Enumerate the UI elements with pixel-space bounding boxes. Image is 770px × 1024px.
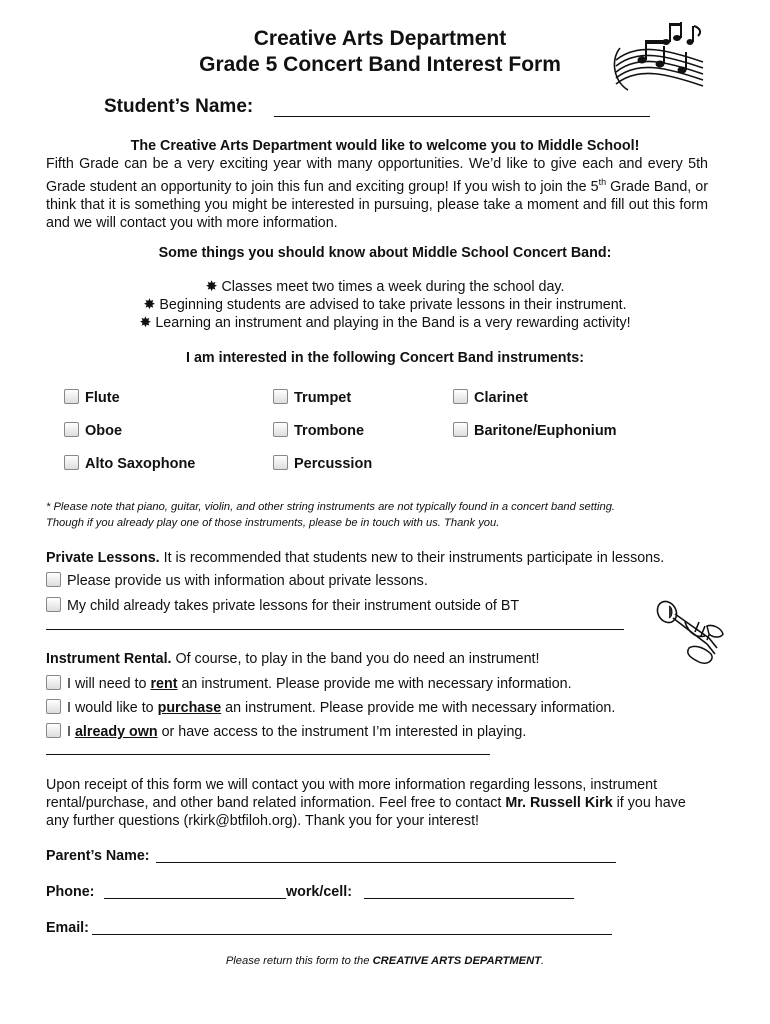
instrument-label: Oboe	[85, 423, 123, 439]
music-notes-icon	[608, 20, 708, 92]
footer-emphasis: CREATIVE ARTS DEPARTMENT	[372, 955, 542, 967]
know-bullet-1	[30, 278, 740, 296]
checkbox[interactable]	[273, 422, 288, 437]
rental-write-line[interactable]	[46, 754, 490, 755]
lessons-option-info[interactable]	[46, 572, 428, 590]
rental-option-purchase[interactable]	[46, 699, 615, 717]
instrument-option-trumpet[interactable]	[273, 390, 351, 406]
student-name-field[interactable]	[274, 116, 650, 117]
title-line-1: Creative Arts Department	[253, 27, 507, 50]
option-label: Please provide us with information about private lessons.	[67, 573, 428, 589]
checkbox[interactable]	[64, 455, 79, 470]
work-cell-field[interactable]	[364, 898, 574, 899]
bullet-star-icon: ✸	[205, 279, 218, 295]
closing-paragraph	[46, 776, 712, 830]
intro-heading: The Creative Arts Department would like to welcome you to Middle School!	[130, 138, 640, 154]
rental-intro	[46, 650, 726, 668]
student-name-row	[104, 96, 664, 118]
lessons-write-line[interactable]	[46, 629, 624, 630]
lessons-option-already[interactable]	[46, 597, 519, 615]
checkbox[interactable]	[453, 389, 468, 404]
instrument-label: Trombone	[294, 423, 365, 439]
lessons-text: It is recommended that students new to their instruments participate in lessons.	[159, 550, 665, 566]
instrument-option-trombone[interactable]	[273, 423, 364, 439]
closing-text-a: Upon receipt of this form we will contact you with more information regarding lessons, instrument rental/purchase, and other band related information. Feel free to contact	[46, 777, 658, 811]
footer-text-a: Please return this form to the	[225, 955, 373, 967]
rental-option-own[interactable]	[46, 723, 526, 741]
rental-option-rent[interactable]	[46, 675, 572, 693]
checkbox[interactable]	[64, 422, 79, 437]
know-heading: Some things you should know about Middle School Concert Band:	[158, 245, 612, 261]
checkbox[interactable]	[46, 597, 61, 612]
bullet-star-icon: ✸	[143, 297, 156, 313]
option-emphasis: rent	[150, 676, 178, 692]
option-emphasis: purchase	[157, 700, 222, 716]
instrument-label: Percussion	[294, 456, 373, 472]
title-line-2: Grade 5 Concert Band Interest Form	[199, 53, 561, 76]
checkbox[interactable]	[453, 422, 468, 437]
email-field[interactable]	[92, 934, 612, 935]
option-text: an instrument. Please provide me with necessary information.	[221, 700, 616, 716]
option-text: or have access to the instrument I’m interested in playing.	[157, 724, 527, 740]
instrument-option-percussion[interactable]	[273, 456, 372, 472]
intro-text-a: Fifth Grade can be a very exciting year with many opportunities. We’d like to give each and every 5th Grade student an opportunity to join this fun and exciting group! If you wish to join the 5	[46, 156, 708, 195]
option-text: I	[67, 724, 75, 740]
footnote-line-2: Though if you already play one of those instruments, please be in touch with us. Thank you.	[46, 517, 500, 529]
intro-paragraph	[46, 155, 708, 232]
instrument-option-clarinet[interactable]	[453, 390, 528, 406]
option-label: My child already takes private lessons for their instrument outside of BT	[67, 598, 520, 614]
work-cell-label: work/cell:	[286, 884, 352, 900]
bullet-star-icon: ✸	[139, 315, 152, 331]
phone-label: Phone:	[46, 884, 95, 900]
phone-field[interactable]	[104, 898, 286, 899]
option-text: I will need to	[67, 676, 151, 692]
parent-name-field[interactable]	[156, 862, 616, 863]
intro-text-b: Grade Band, or think that it is something you might be interested in pursuing, please take a moment and fill out this form and we will contact you with more information.	[46, 178, 708, 231]
rental-text: Of course, to play in the band you do need an instrument!	[171, 651, 540, 667]
instrument-option-alto-sax[interactable]	[64, 456, 195, 472]
option-emphasis: already own	[74, 724, 158, 740]
closing-text-b: if you have any further questions (rkirk@btfiloh.org). Thank you for your interest!	[46, 795, 686, 829]
parent-name-label: Parent’s Name:	[46, 848, 150, 864]
lessons-intro	[46, 549, 726, 567]
student-name-label: Student’s Name:	[104, 96, 254, 117]
know-bullet-2	[30, 296, 740, 314]
footer-note	[0, 955, 770, 967]
checkbox[interactable]	[64, 389, 79, 404]
know-bullet-3	[30, 314, 740, 332]
bullet-text: Classes meet two times a week during the school day.	[221, 279, 565, 295]
checkbox[interactable]	[46, 675, 61, 690]
rental-label: Instrument Rental.	[46, 651, 172, 667]
option-text: an instrument. Please provide me with necessary information.	[177, 676, 572, 692]
instrument-label: Trumpet	[294, 390, 352, 406]
contact-name: Mr. Russell Kirk	[505, 795, 613, 811]
option-text: I would like to	[67, 700, 158, 716]
instrument-label: Baritone/Euphonium	[474, 423, 617, 439]
checkbox[interactable]	[46, 699, 61, 714]
checkbox[interactable]	[46, 572, 61, 587]
instrument-option-flute[interactable]	[64, 390, 120, 406]
instrument-label: Flute	[85, 390, 120, 406]
intro-sup: th	[598, 177, 607, 187]
footnote-line-1: * Please note that piano, guitar, violin, and other string instruments are not typically found in a concert band setting.	[46, 501, 616, 513]
instrument-label: Clarinet	[474, 390, 528, 406]
instrument-option-baritone[interactable]	[453, 423, 617, 439]
footer-text-b: .	[541, 955, 545, 967]
instrument-label: Alto Saxophone	[85, 456, 196, 472]
email-label: Email:	[46, 920, 89, 936]
checkbox[interactable]	[46, 723, 61, 738]
bullet-text: Learning an instrument and playing in the Band is a very rewarding activity!	[155, 315, 631, 331]
instruments-heading: I am interested in the following Concert Band instruments:	[186, 350, 584, 366]
bullet-text: Beginning students are advised to take private lessons in their instrument.	[159, 297, 627, 313]
checkbox[interactable]	[273, 389, 288, 404]
instrument-option-oboe[interactable]	[64, 423, 122, 439]
checkbox[interactable]	[273, 455, 288, 470]
lessons-label: Private Lessons.	[46, 550, 160, 566]
